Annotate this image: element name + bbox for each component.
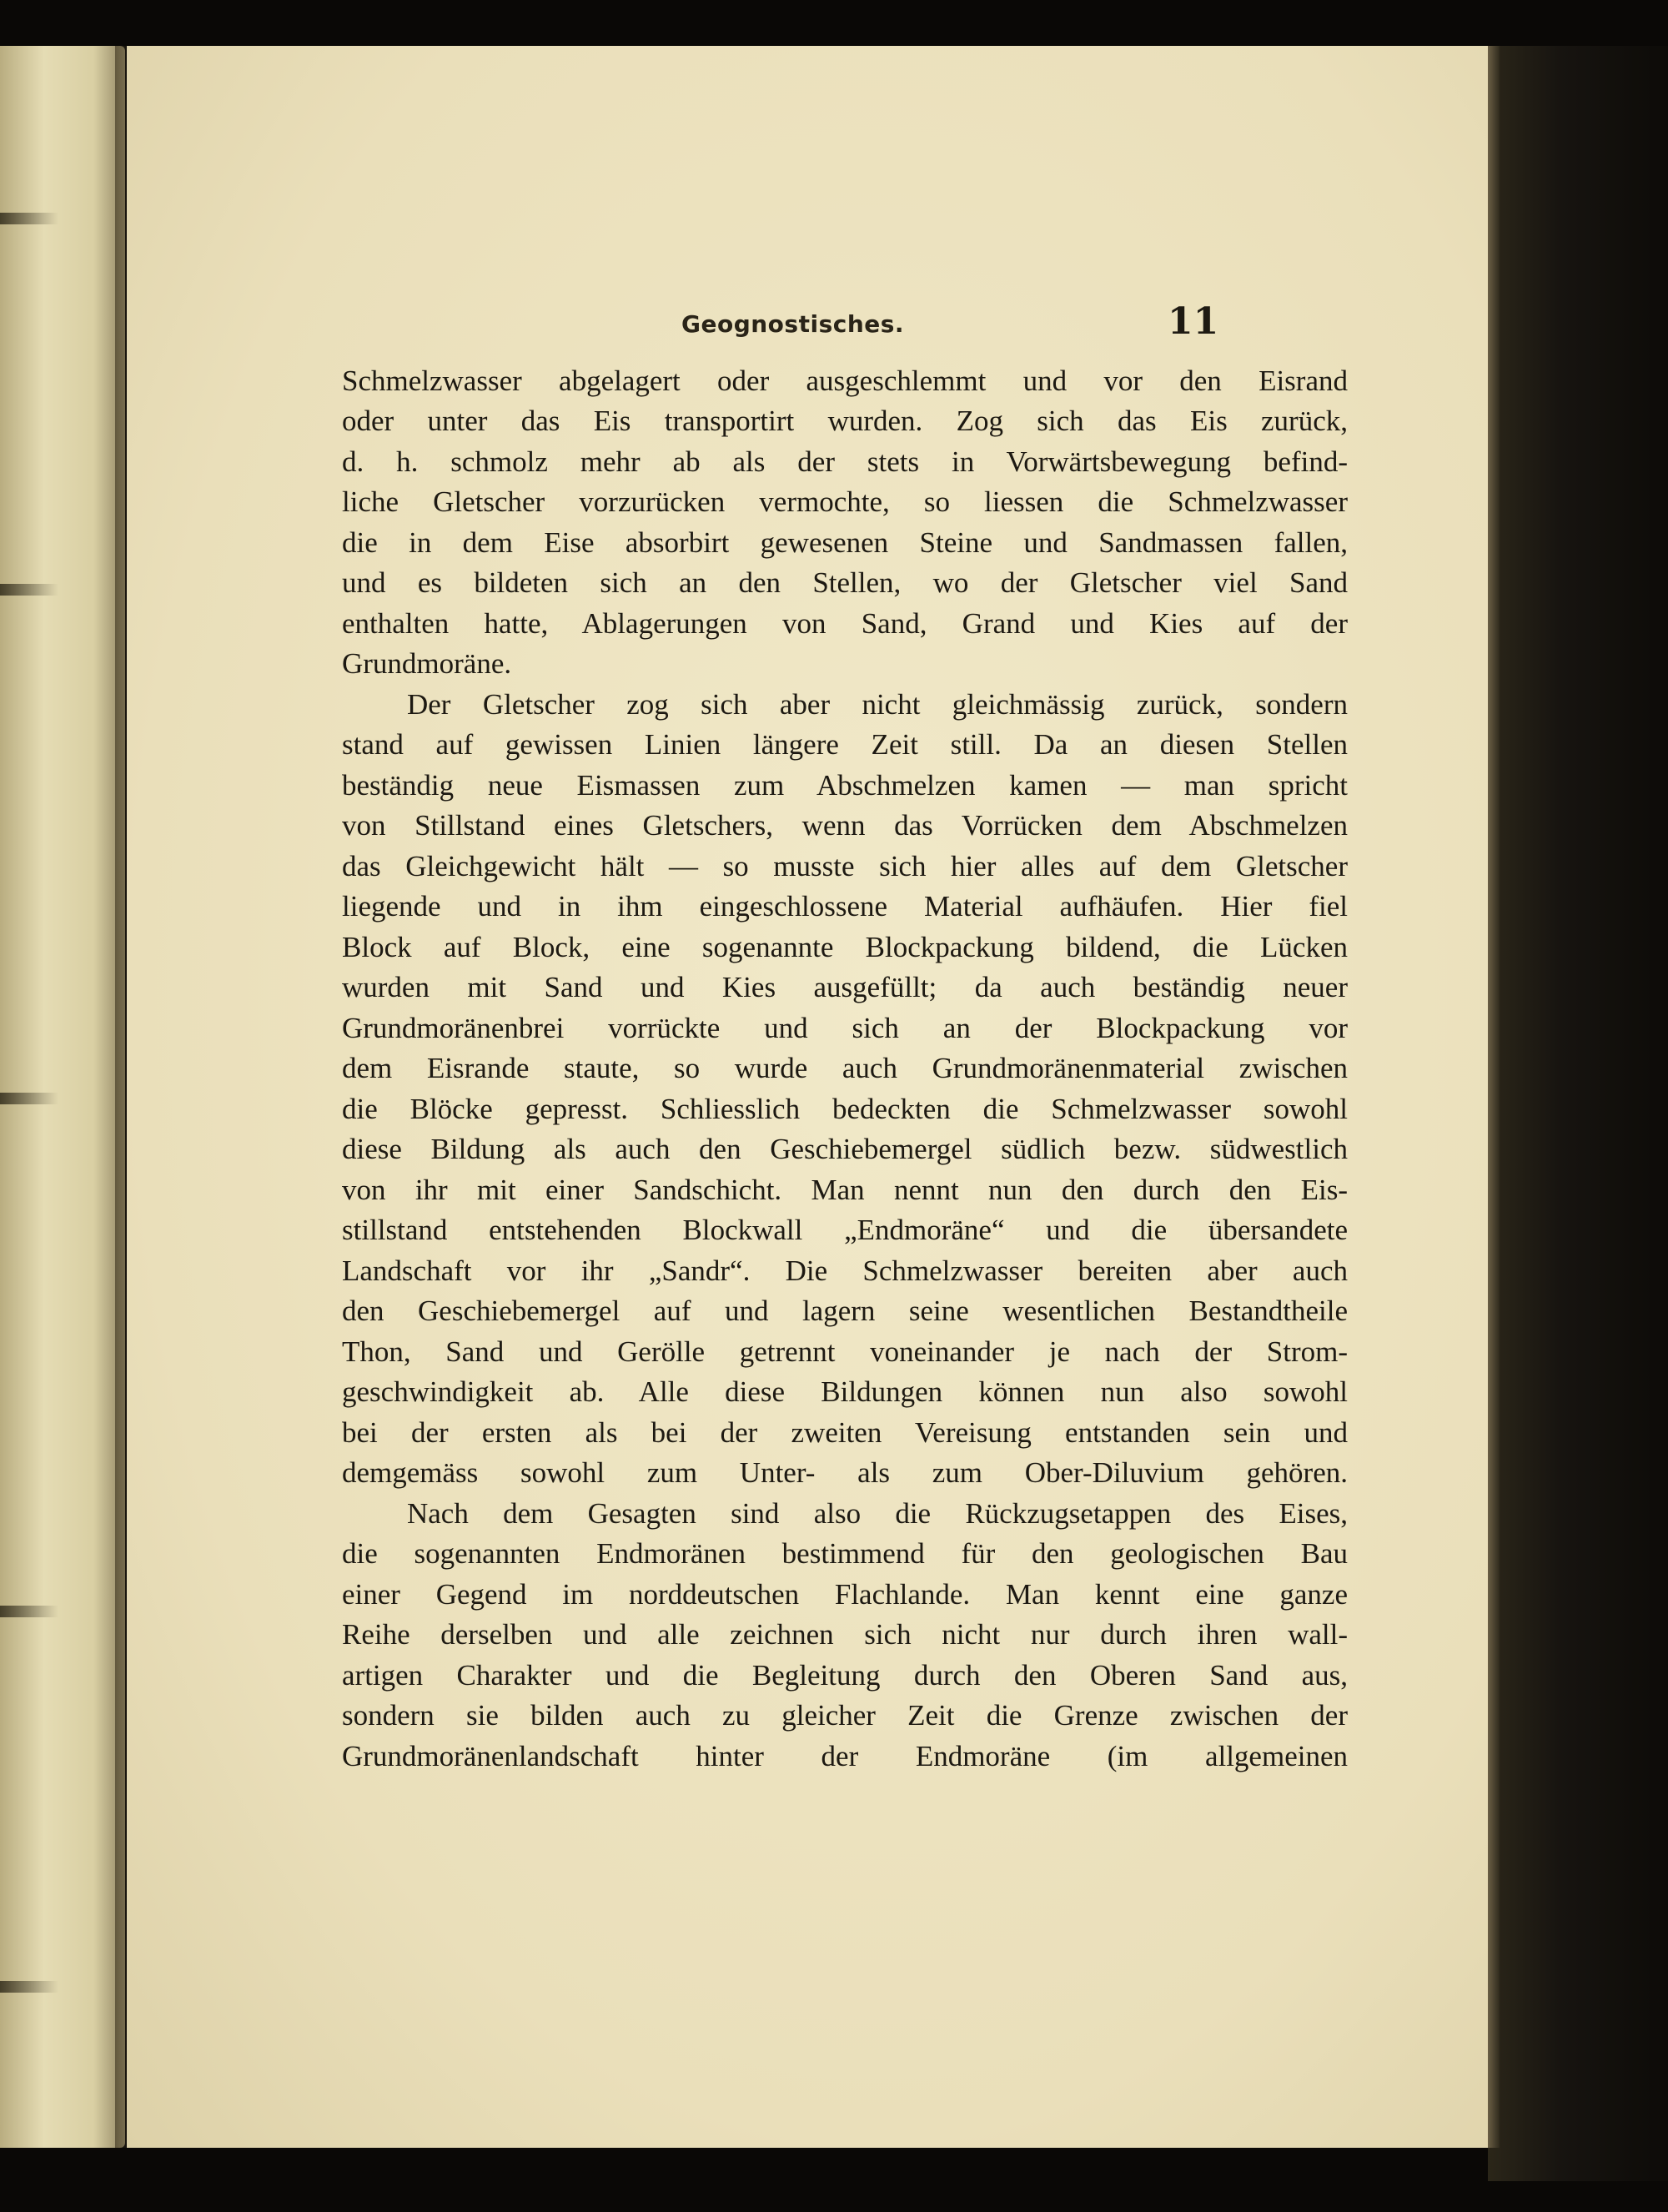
text-line: Grundmoränenlandschaft hinter der Endmoräne (im allgemeinen: [342, 1740, 1348, 1772]
text-line: Grundmoräne.: [342, 647, 512, 680]
text-line: liegende und in ihm eingeschlossene Material aufhäufen. Hier fiel: [342, 890, 1348, 923]
binding-mark: [0, 1981, 58, 1993]
text-line: d. h. schmolz mehr ab als der stets in Vorwärtsbewegung befind-: [342, 445, 1348, 478]
text-line: sondern sie bilden auch zu gleicher Zeit die Grenze zwischen der: [342, 1699, 1348, 1732]
text-line: stand auf gewissen Linien längere Zeit still. Da an diesen Stellen: [342, 728, 1348, 761]
text-line: Nach dem Gesagten sind also die Rückzugsetappen des Eises,: [407, 1497, 1348, 1530]
binding-mark: [0, 584, 58, 596]
text-line: stillstand entstehenden Blockwall „Endmoräne“ und die übersandete: [342, 1214, 1348, 1246]
text-line: diese Bildung als auch den Geschiebemergel südlich bezw. südwestlich: [342, 1133, 1348, 1165]
text-line: einer Gegend im norddeutschen Flachlande. Man kennt eine ganze: [342, 1578, 1348, 1611]
text-line: beständig neue Eismassen zum Abschmelzen kamen — man spricht: [342, 769, 1348, 802]
text-line: Reihe derselben und alle zeichnen sich nicht nur durch ihren wall-: [342, 1618, 1348, 1651]
page-number: 11: [1168, 300, 1219, 343]
book-page: [127, 46, 1488, 2148]
binding-mark: [0, 213, 58, 224]
cover-rim: [1488, 46, 1500, 2148]
text-line: oder unter das Eis transportirt wurden. Zog sich das Eis zurück,: [342, 405, 1348, 437]
text-line: Landschaft vor ihr „Sandr“. Die Schmelzwasser bereiten aber auch: [342, 1254, 1348, 1287]
left-page-edge: [0, 46, 125, 2148]
binding-mark: [0, 1093, 58, 1104]
body-text: [127, 46, 1488, 2148]
text-line: dem Eisrande staute, so wurde auch Grundmoränenmaterial zwischen: [342, 1052, 1348, 1084]
text-line: die in dem Eise absorbirt gewesenen Steine und Sandmassen fallen,: [342, 526, 1348, 559]
text-line: die Blöcke gepresst. Schliesslich bedeckten die Schmelzwasser sowohl: [342, 1093, 1348, 1125]
text-line: und es bildeten sich an den Stellen, wo der Gletscher viel Sand: [342, 566, 1348, 599]
text-line: artigen Charakter und die Begleitung durch den Oberen Sand aus,: [342, 1659, 1348, 1692]
text-line: die sogenannten Endmoränen bestimmend für den geologischen Bau: [342, 1537, 1348, 1570]
text-line: von ihr mit einer Sandschicht. Man nennt nun den durch den Eis-: [342, 1174, 1348, 1206]
text-line: Der Gletscher zog sich aber nicht gleichmässig zurück, sondern: [407, 688, 1348, 721]
binding-mark: [0, 1606, 58, 1617]
text-line: Block auf Block, eine sogenannte Blockpackung bildend, die Lücken: [342, 931, 1348, 963]
text-line: liche Gletscher vorzurücken vermochte, so liessen die Schmelzwasser: [342, 485, 1348, 518]
text-line: Schmelzwasser abgelagert oder ausgeschlemmt und vor den Eisrand: [342, 364, 1348, 397]
text-line: geschwindigkeit ab. Alle diese Bildungen können nun also sowohl: [342, 1375, 1348, 1408]
text-line: Thon, Sand und Gerölle getrennt voneinander je nach der Strom-: [342, 1335, 1348, 1368]
book-cover-edge: [1488, 46, 1668, 2181]
text-line: bei der ersten als bei der zweiten Vereisung entstanden sein und: [342, 1416, 1348, 1449]
text-line: den Geschiebemergel auf und lagern seine wesentlichen Bestandtheile: [342, 1295, 1348, 1327]
text-line: das Gleichgewicht hält — so musste sich hier alles auf dem Gletscher: [342, 850, 1348, 882]
text-line: von Stillstand eines Gletschers, wenn das Vorrücken dem Abschmelzen: [342, 809, 1348, 842]
running-title: Geognostisches.: [681, 310, 905, 338]
text-line: Grundmoränenbrei vorrückte und sich an der Blockpackung vor: [342, 1012, 1348, 1044]
text-line: wurden mit Sand und Kies ausgefüllt; da auch beständig neuer: [342, 971, 1348, 1003]
text-line: demgemäss sowohl zum Unter- als zum Ober-Diluvium gehören.: [342, 1456, 1348, 1489]
text-line: enthalten hatte, Ablagerungen von Sand, Grand und Kies auf der: [342, 607, 1348, 640]
